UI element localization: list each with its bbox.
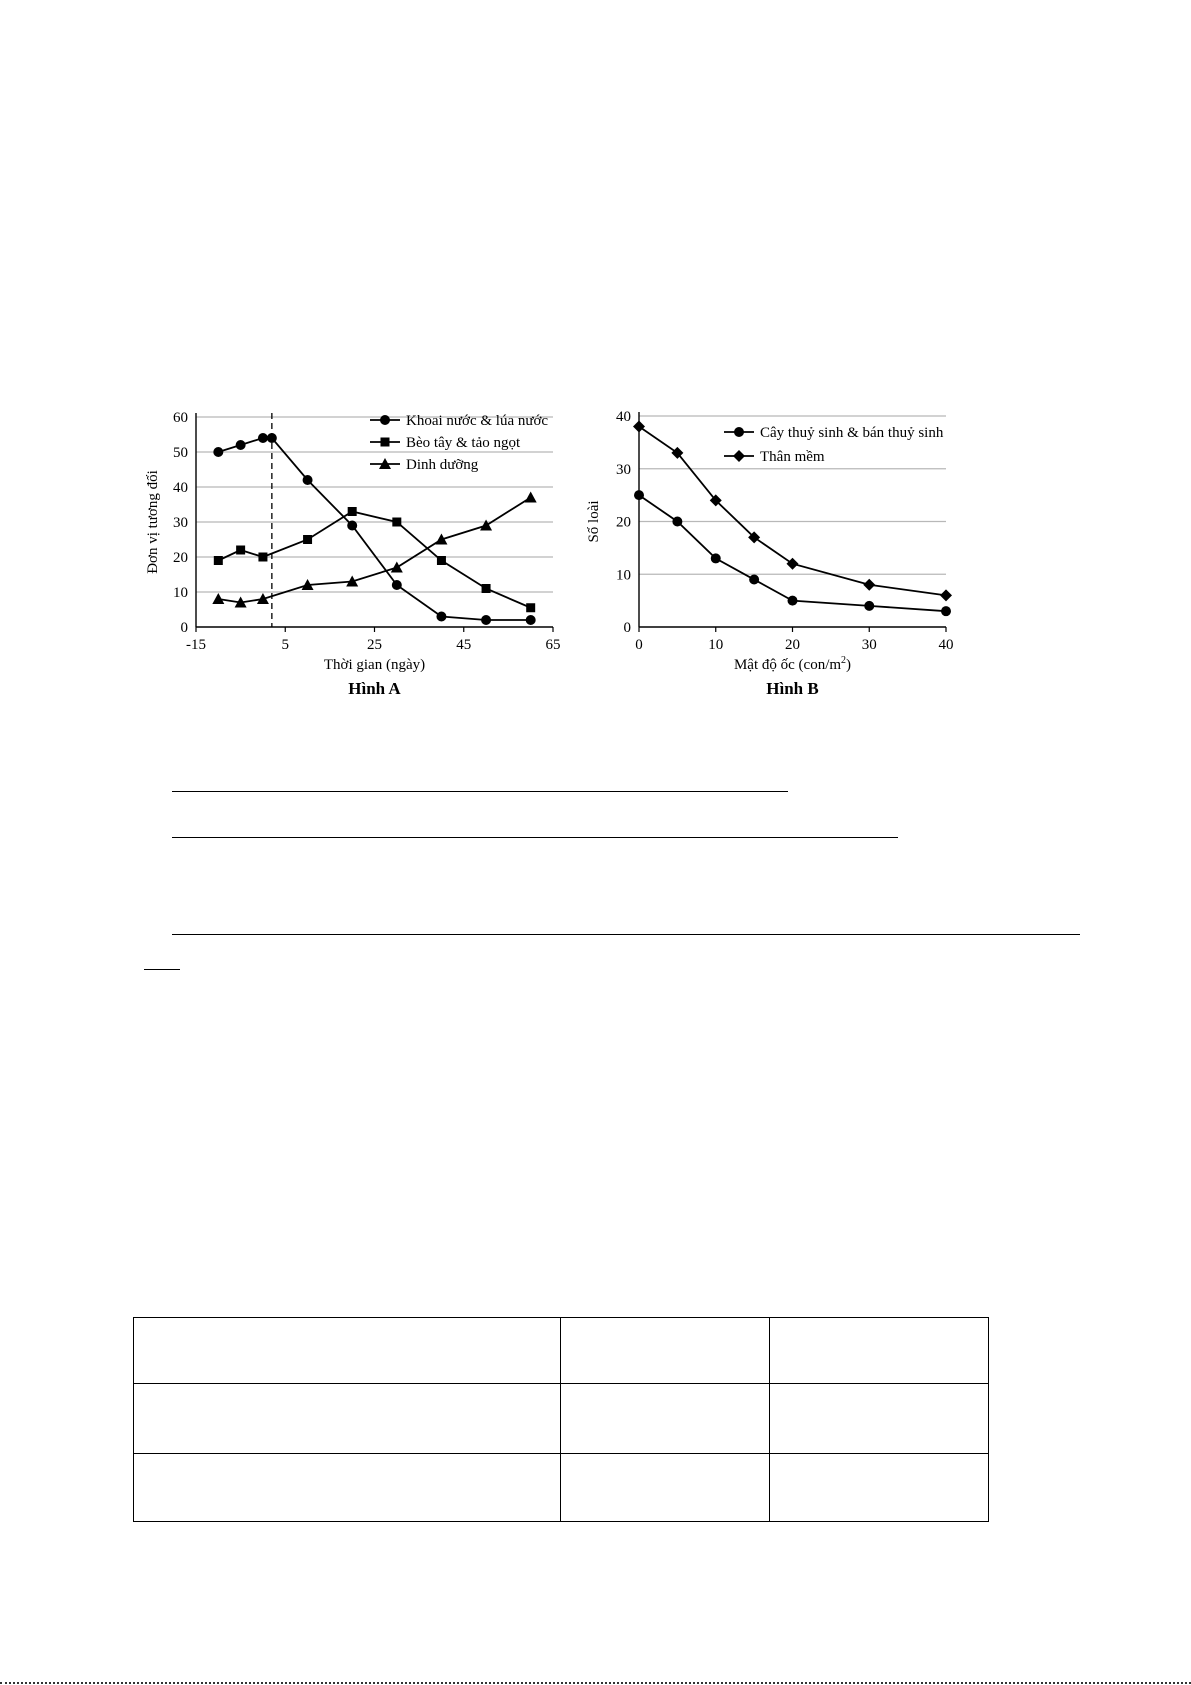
table-cell[interactable] <box>770 1454 989 1522</box>
y-axis-label: Đơn vị tương đối <box>145 470 161 574</box>
y-tick-label: 20 <box>616 514 631 531</box>
x-tick-label: 30 <box>861 637 877 653</box>
y-axis-label: Số loài <box>586 500 602 543</box>
y-tick-label: 40 <box>173 480 188 496</box>
data-point <box>392 580 402 590</box>
legend-marker <box>381 438 390 447</box>
data-point <box>787 558 799 570</box>
data-point <box>749 575 759 585</box>
table-row <box>134 1454 989 1522</box>
data-point <box>267 433 277 443</box>
chart-hinh-a <box>140 400 570 700</box>
data-point <box>863 579 875 591</box>
table-cell[interactable] <box>561 1318 770 1384</box>
x-tick-label: -15 <box>186 637 206 653</box>
answer-line-3 <box>172 934 1080 935</box>
data-point <box>864 601 874 611</box>
chart-hinh-b <box>580 400 1000 700</box>
table-cell[interactable] <box>770 1384 989 1454</box>
figure-caption: Hình B <box>766 679 819 698</box>
page-bottom-edge <box>0 1682 1191 1684</box>
table-row <box>134 1318 989 1384</box>
x-tick-label: 65 <box>545 637 561 653</box>
table-cell[interactable] <box>561 1454 770 1522</box>
answer-line-stub <box>144 969 180 970</box>
y-tick-label: 60 <box>173 410 188 426</box>
x-tick-label: 25 <box>367 637 382 653</box>
figure-caption: Hình A <box>348 679 401 698</box>
table-cell[interactable] <box>134 1454 561 1522</box>
data-point <box>348 507 357 516</box>
legend-marker <box>733 450 745 462</box>
y-tick-label: 30 <box>616 461 631 478</box>
legend-marker <box>734 427 744 437</box>
y-tick-label: 10 <box>616 567 631 584</box>
x-axis-label-text: Mật độ ốc (con/m <box>733 657 842 673</box>
legend-marker <box>380 415 390 425</box>
data-point <box>940 589 952 601</box>
data-point <box>392 518 401 527</box>
x-tick-label: 0 <box>635 637 643 653</box>
table-cell[interactable] <box>134 1384 561 1454</box>
table-cell[interactable] <box>770 1318 989 1384</box>
x-axis-label-superscript: 2 <box>841 655 847 666</box>
y-tick-label: 30 <box>173 515 188 531</box>
y-tick-label: 40 <box>616 409 631 425</box>
data-point <box>436 612 446 622</box>
series-line <box>639 495 946 611</box>
answer-line-1 <box>172 791 788 792</box>
data-point <box>347 521 357 531</box>
data-point <box>258 433 268 443</box>
x-tick-label: 40 <box>938 637 954 653</box>
table-cell[interactable] <box>561 1384 770 1454</box>
x-axis-label-text: Thời gian (ngày) <box>323 657 426 673</box>
y-tick-label: 50 <box>173 445 188 461</box>
data-point <box>236 546 245 555</box>
y-tick-label: 10 <box>173 585 188 601</box>
y-tick-label: 20 <box>173 550 188 566</box>
data-point <box>525 492 537 503</box>
legend-label: Thân mềm <box>760 449 825 465</box>
data-point <box>213 447 223 457</box>
y-tick-label: 0 <box>623 620 631 636</box>
table-row <box>134 1384 989 1454</box>
x-tick-label: 45 <box>456 637 472 653</box>
legend-label: Khoai nước & lúa nước <box>406 413 549 429</box>
series-1 <box>634 490 951 616</box>
x-tick-label: 5 <box>281 637 289 653</box>
table-cell[interactable] <box>134 1318 561 1384</box>
data-point <box>437 556 446 565</box>
x-tick-label: 10 <box>708 637 724 653</box>
data-point <box>303 535 312 544</box>
x-axis-label-end: ) <box>846 657 852 673</box>
data-point <box>391 562 403 573</box>
data-point <box>526 603 535 612</box>
data-point <box>481 615 491 625</box>
x-axis-label <box>324 657 425 673</box>
legend-label: Dinh dưỡng <box>406 457 479 473</box>
data-point <box>526 615 536 625</box>
data-point <box>634 490 644 500</box>
data-point <box>633 421 645 433</box>
legend-label: Cây thuỷ sinh & bán thuỷ sinh <box>760 425 944 441</box>
answer-line-2 <box>172 837 898 838</box>
data-point <box>258 553 267 562</box>
data-point <box>236 440 246 450</box>
data-point <box>788 596 798 606</box>
y-tick-label: 0 <box>180 620 188 636</box>
data-point <box>711 553 721 563</box>
data-point <box>672 517 682 527</box>
data-point <box>303 475 313 485</box>
answer-table <box>133 1317 989 1522</box>
legend-label: Bèo tây & tảo ngọt <box>406 435 521 451</box>
data-point <box>941 606 951 616</box>
x-axis-label <box>734 655 851 673</box>
data-point <box>480 520 492 531</box>
data-point <box>482 584 491 593</box>
data-point <box>214 556 223 565</box>
data-point <box>212 593 224 604</box>
x-tick-label: 20 <box>785 637 800 653</box>
